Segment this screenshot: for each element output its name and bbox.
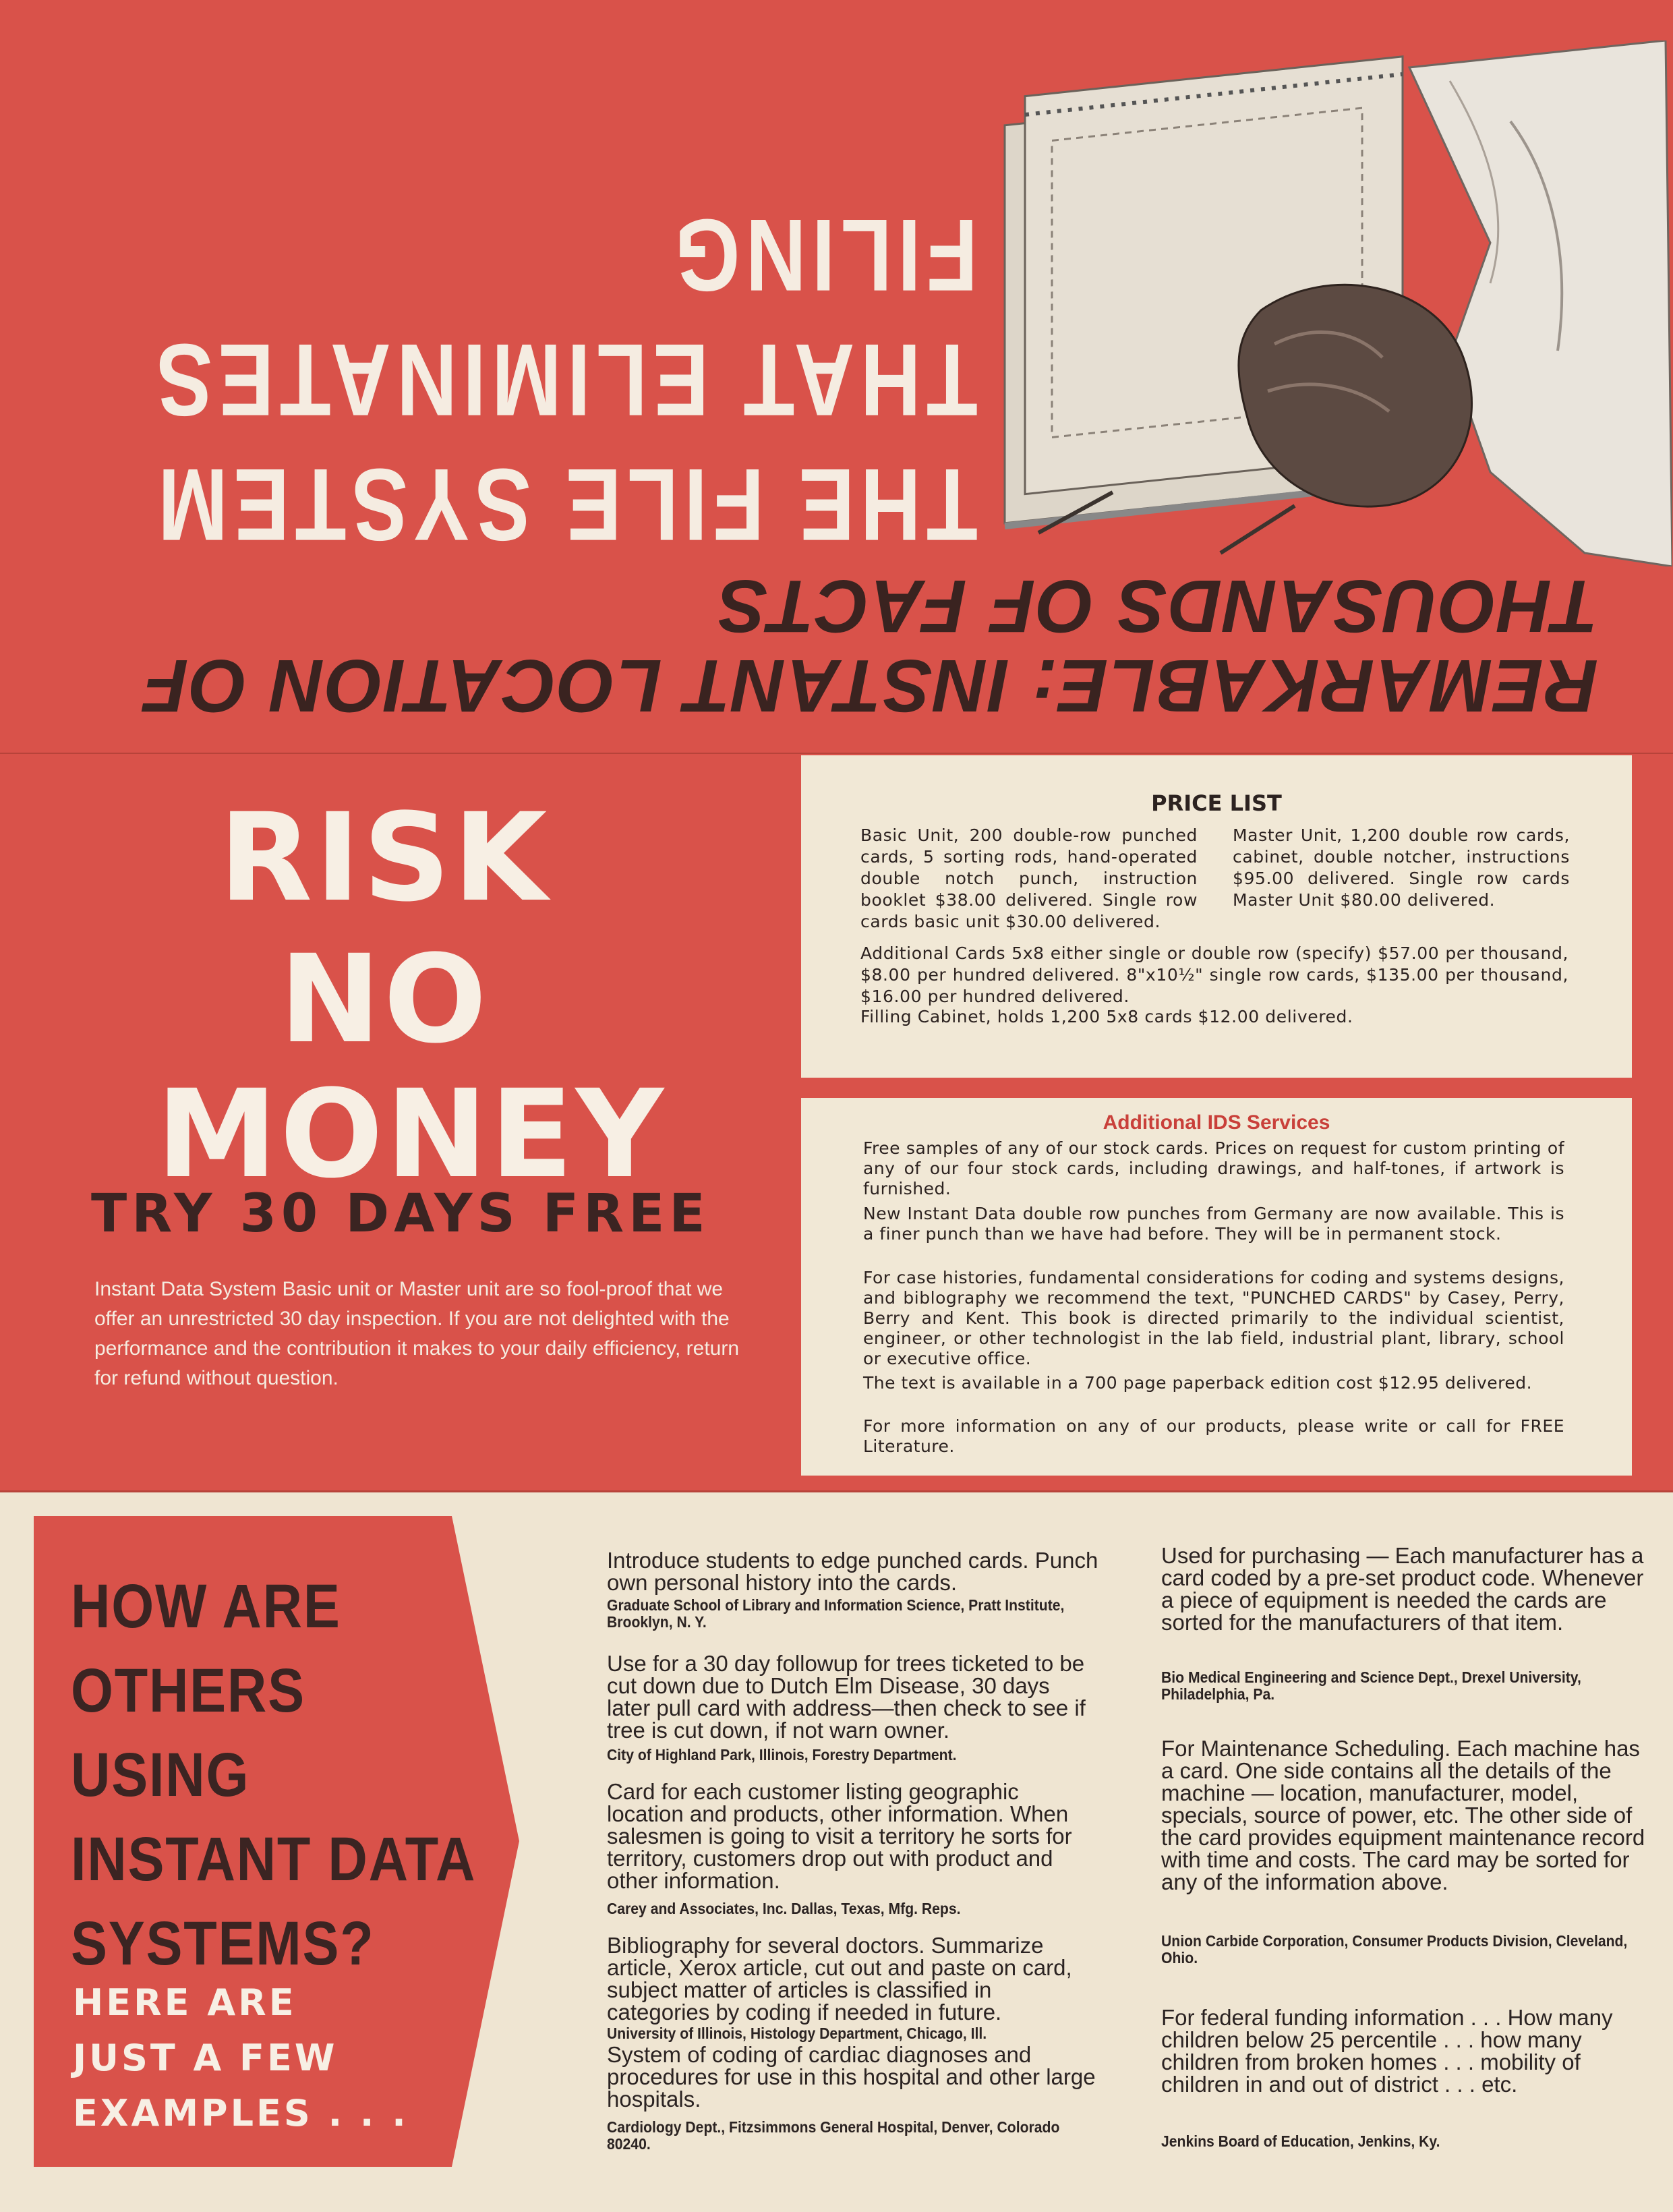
example-source: Carey and Associates, Inc. Dallas, Texas, Mfg. Reps. [607,1900,961,1917]
how-line-2: OTHERS [71,1656,305,1725]
price-filing-cabinet: Filling Cabinet, holds 1,200 5x8 cards $12.00 delivered. [860,1007,1353,1026]
example-source: Bio Medical Engineering and Science Dept., Drexel University, Philadelphia, Pa. [1161,1668,1581,1703]
here-line-2: JUST A FEW [73,2037,338,2079]
services-paragraph-4: The text is available in a 700 page paperback edition cost $12.95 delivered. [863,1373,1533,1393]
example-text: Introduce students to edge punched cards. Punch own personal history into the cards. [607,1548,1098,1595]
headline-line-5: FILING [669,198,978,312]
money-text: MONEY [156,1064,667,1205]
price-master-unit: Master Unit, 1,200 double row cards, cabinet, double notcher, instructions $95.00 delivered. Single row cards Master Unit $80.00 delivered. [1233,825,1570,910]
example-text: Used for purchasing — Each manufacturer has a card coded by a pre-set product code. Whenever a piece of equipment is needed the cards are sorted for the manufacturers of that item. [1161,1543,1644,1635]
services-paragraph-3: For case histories, fundamental considerations for coding and systems designs, and biblography we recommend the text, "PUNCHED CARDS" by Casey, Perry, Berry and Kent. This book is directed primarily to the individual scientist, engineer, or other technologist in the lab field, industrial plant, library, school or executive office. [863,1268,1564,1368]
example-source: City of Highland Park, Illinois, Forestry Department. [607,1746,957,1764]
headline-line-4: THAT ELIMINATES [150,322,978,437]
price-list-title: PRICE LIST [1151,790,1282,816]
price-basic-unit: Basic Unit, 200 double-row punched cards, 5 sorting rods, hand-operated double notch punch, instruction booklet $38.00 delivered. Single row cards basic unit $30.00 delivered. [860,825,1198,931]
how-line-3: USING [71,1741,250,1809]
how-line-4: INSTANT DATA [71,1825,477,1894]
example-text: Bibliography for several doctors. Summarize article, Xerox article, cut out and paste on card, subject matter of articles is classified in categories by coding if needed in future. [607,1933,1072,2025]
how-line-1: HOW ARE [71,1572,341,1641]
services-paragraph-1: Free samples of any of our stock cards. Prices on request for custom printing of any of our four stock cards, including drawings, and half-tones, if artwork is furnished. [863,1138,1564,1198]
example-text: Use for a 30 day followup for trees ticketed to be cut down due to Dutch Elm Disease, 30 days later pull card with address—then check to see if tree is cut down, if not warn owner. [607,1651,1086,1743]
example-source: Cardiology Dept., Fitzsimmons General Hospital, Denver, Colorado 80240. [607,2118,1060,2153]
example-source: Graduate School of Library and Information Science, Pratt Institute, Brooklyn, N. Y. [607,1596,1065,1631]
services-paragraph-2: New Instant Data double row punches from Germany are now available. This is a finer punch than we have had before. They will be in permanent stock. [863,1204,1564,1244]
risk-text: RISK [218,788,550,929]
price-list-box [801,755,1632,1078]
try-free-heading: TRY 30 DAYS FREE [91,1184,710,1244]
headline-line-1: REMARKABLE: INSTANT LOCATION OF [142,644,1598,727]
price-additional-cards: Additional Cards 5x8 either single or double row (specify) $57.00 per thousand, $8.00 per hundred delivered. 8"x10½" single row cards, $135.00 per thousand, $16.00 per hundred delivered. [860,943,1568,1006]
no-text: NO [279,929,490,1070]
example-text: For federal funding information . . . How many children below 25 percentile . . . how many children from broken homes . . . mobility of children in and out of district . . . etc. [1161,2005,1613,2097]
top-panel [0,0,1673,754]
example-source: Union Carbide Corporation, Consumer Products Division, Cleveland, Ohio. [1161,1932,1628,1967]
here-line-1: HERE ARE [73,1981,297,2024]
trial-description: Instant Data System Basic unit or Master unit are so fool-proof that we offer an unrestricted 30 day inspection. If you are not delighted with the performance and the contribution it makes to your daily efficiency, return for refund without question. [94,1278,740,1389]
headline-line-3: THE FILE SYSTEM [152,447,978,562]
services-paragraph-5: For more information on any of our products, please write or call for FREE Literature. [863,1416,1564,1456]
upside-down-headline [81,135,1598,728]
how-line-5: SYSTEMS? [71,1909,375,1978]
example-source: Jenkins Board of Education, Jenkins, Ky. [1161,2132,1440,2150]
services-title: Additional IDS Services [1103,1111,1330,1134]
here-line-3: EXAMPLES . . . [73,2092,409,2134]
example-text: For Maintenance Scheduling. Each machine has a card. One side contains all the details of the machine — location, manufacturer, model, specials, source of power, etc. The other side of the card provides equipment maintenance record with time and costs. The card may be sorted for any of the information above. [1161,1736,1645,1894]
example-text: System of coding of cardiac diagnoses and procedures for use in this hospital and other large hospitals. [607,2042,1096,2112]
services-box [801,1098,1632,1476]
example-text: Card for each customer listing geographic location and products, other information. When salesmen is going to visit a territory he sorts for territory, customers drop out with product and other information. [607,1779,1072,1893]
example-source: University of Illinois, Histology Department, Chicago, Ill. [607,2025,987,2042]
headline-line-2: THOUSANDS OF FACTS [716,564,1598,647]
